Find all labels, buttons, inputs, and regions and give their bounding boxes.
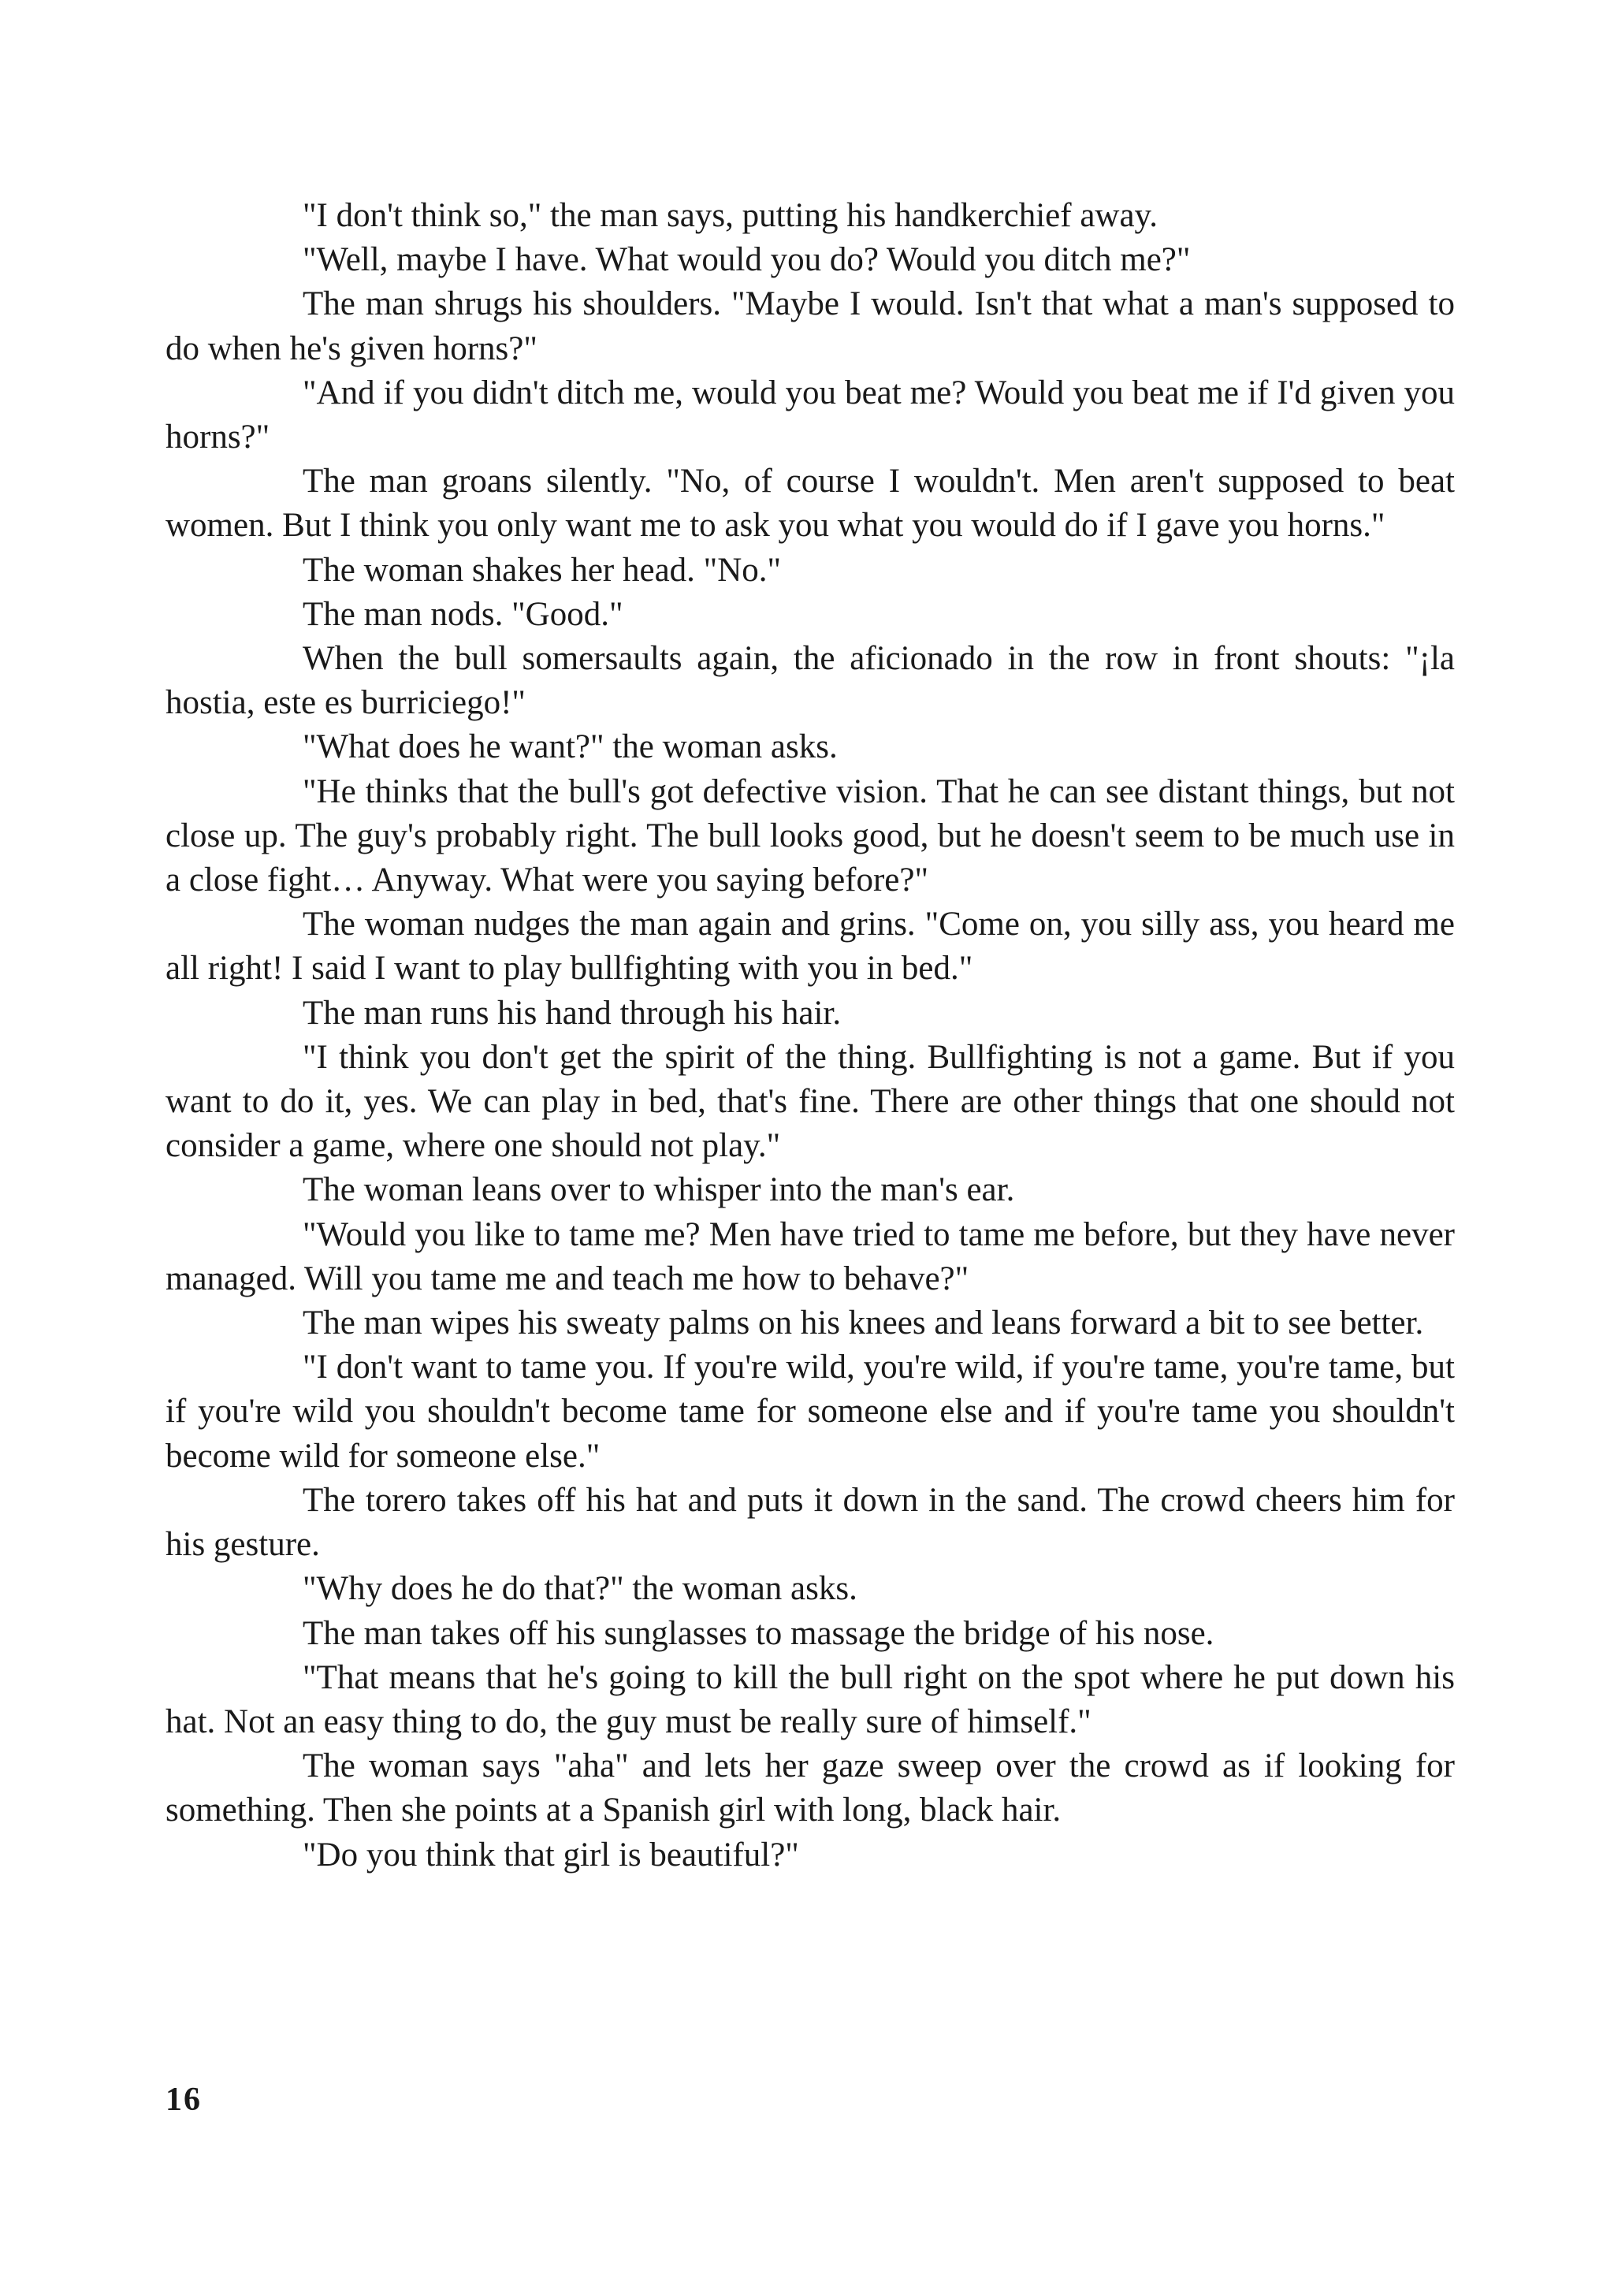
paragraph: The woman nudges the man again and grins. "Come on, you silly ass, you heard me all right! I said I want to play bullfighting with you in bed." <box>165 906 1455 988</box>
paragraph: "I think you don't get the spirit of the thing. Bullfighting is not a game. But if you want to do it, yes. We can play in bed, that's fine. There are other things that one should not consider a game, where one should not play." <box>165 1038 1455 1165</box>
paragraph: "I don't think so," the man says, putting his handkerchief away. <box>303 197 1158 234</box>
paragraph: "Why does he do that?" the woman asks. <box>303 1570 857 1608</box>
paragraph: The woman says "aha" and lets her gaze sweep over the crowd as if looking for something. Then she points at a Spanish girl with long, black hair. <box>165 1747 1455 1829</box>
paragraph: "I don't want to tame you. If you're wild, you're wild, if you're tame, you're tame, but if you're wild you shouldn't become tame for someone else and if you're tame you shouldn't become wild for someone else." <box>165 1349 1455 1475</box>
paragraph: When the bull somersaults again, the aficionado in the row in front shouts: "¡la hostia, este es burriciego!" <box>165 640 1455 722</box>
paragraph: The man takes off his sunglasses to massage the bridge of his nose. <box>303 1614 1214 1652</box>
paragraph: The man nods. "Good." <box>303 595 623 633</box>
paragraph: "He thinks that the bull's got defective vision. That he can see distant things, but not close up. The guy's probably right. The bull looks good, but he doesn't seem to be much use in a close fight… Anyway. What were you saying before?" <box>165 772 1455 899</box>
paragraph: The woman leans over to whisper into the man's ear. <box>303 1171 1015 1209</box>
paragraph: "And if you didn't ditch me, would you beat me? Would you beat me if I'd given you horns?" <box>165 374 1455 456</box>
page-number: 16 <box>165 2082 202 2118</box>
paragraph: The man runs his hand through his hair. <box>303 994 842 1032</box>
paragraph: "What does he want?" the woman asks. <box>303 728 838 766</box>
paragraph: "That means that he's going to kill the bull right on the spot where he put down his hat. Not an easy thing to do, the guy must be really sure of himself." <box>165 1658 1455 1740</box>
body-text <box>165 194 1455 1877</box>
paragraph: The man wipes his sweaty palms on his knees and leans forward a bit to see better. <box>303 1304 1424 1342</box>
paragraph: "Well, maybe I have. What would you do? Would you ditch me?" <box>303 241 1191 279</box>
paragraph: The torero takes off his hat and puts it down in the sand. The crowd cheers him for his gesture. <box>165 1481 1455 1564</box>
paragraph: "Would you like to tame me? Men have tried to tame me before, but they have never managed. Will you tame me and teach me how to behave?" <box>165 1215 1455 1297</box>
paragraph: "Do you think that girl is beautiful?" <box>303 1836 799 1874</box>
paragraph: The woman shakes her head. "No." <box>303 551 782 589</box>
paragraph: The man groans silently. "No, of course I wouldn't. Men aren't supposed to beat women. But I think you only want me to ask you what you would do if I gave you horns." <box>165 463 1455 545</box>
paragraph: The man shrugs his shoulders. "Maybe I would. Isn't that what a man's supposed to do when he's given horns?" <box>165 285 1455 367</box>
